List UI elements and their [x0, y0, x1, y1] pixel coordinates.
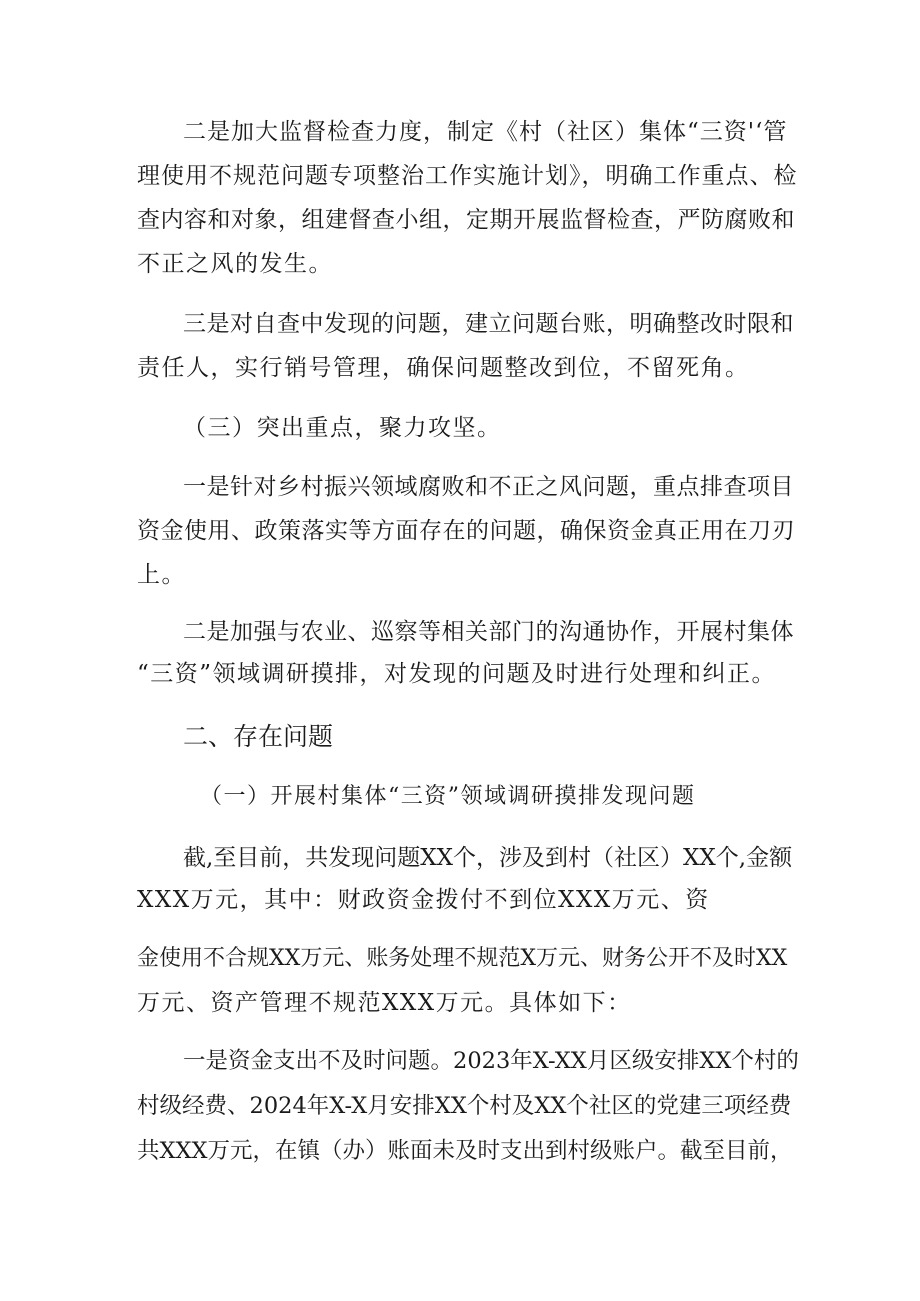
paragraph-line: 理使用不规范问题专项整治工作实施计划》，明确工作重点、检	[137, 163, 798, 189]
paragraph-line: 共XXX万元，在镇（办）账面未及时支出到村级账户。截至目前，	[137, 1138, 793, 1164]
paragraph-line: 资金使用、政策落实等方面存在的问题，确保资金真正用在刀刃	[137, 518, 795, 544]
paragraph-line: 责任人，实行销号管理，确保问题整改到位，不留死角。	[137, 355, 750, 381]
paragraph-line: 上。	[137, 562, 186, 588]
paragraph-line: 不正之风的发生。	[137, 251, 333, 277]
paragraph-line: 金使用不合规XX万元、账务处理不规范X万元、财务公开不及时XX	[137, 946, 788, 971]
paragraph-line: 一是针对乡村振兴领域腐败和不正之风问题，重点排查项目	[183, 474, 794, 500]
paragraph-line: 查内容和对象，组建督查小组，定期开展监督检查，严防腐败和	[137, 207, 795, 233]
paragraph-line: XXX万元，其中：财政资金拨付不到位XXX万元、资	[137, 887, 710, 913]
subsection-title: （三）突出重点，聚力攻坚。	[183, 415, 502, 441]
paragraph-line: “三资”领域调研摸排，对发现的问题及时进行处理和纠正。	[137, 661, 777, 687]
paragraph-line: 二是加大监督检查力度，制定《村（社区）集体“三资'‘管	[183, 119, 788, 145]
subsection-title: （一）开展村集体“三资”领域调研摸排发现问题	[200, 784, 696, 809]
paragraph-line: 村级经费、2024年X-X月安排XX个村及XX个社区的党建三项经费	[137, 1093, 792, 1119]
paragraph-line: 一是资金支出不及时问题。2023年X-XX月区级安排XX个村的	[183, 1048, 799, 1074]
paragraph-line: 万元、资产管理不规范XXX万元。具体如下：	[137, 990, 632, 1016]
paragraph-line: 三是对自查中发现的问题，建立问题台账，明确整改时限和	[183, 311, 794, 337]
paragraph-line: 截,至目前，共发现问题XX个，涉及到村（社区）XX个,金额	[183, 845, 793, 871]
section-heading: 二、存在问题	[183, 722, 334, 751]
paragraph-line: 二是加强与农业、巡察等相关部门的沟通协作，开展村集体	[183, 619, 794, 645]
